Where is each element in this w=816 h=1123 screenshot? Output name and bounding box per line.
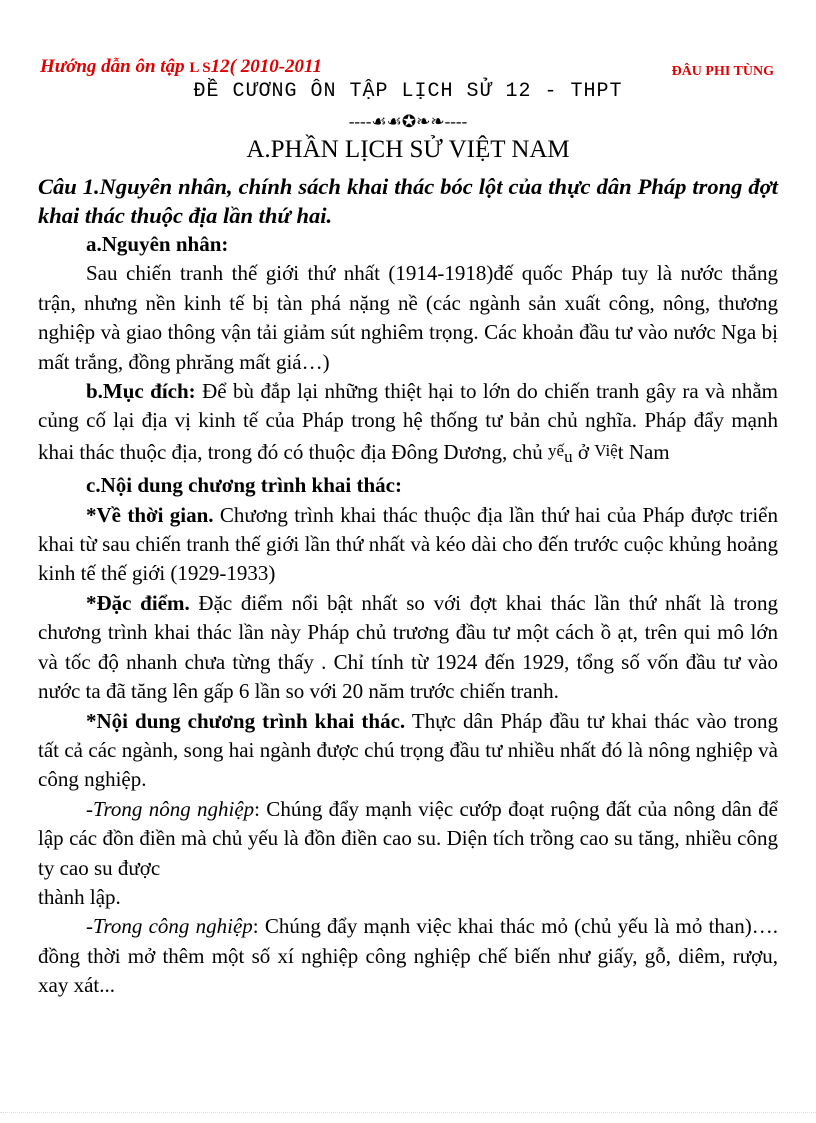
paragraph-b bbox=[38, 377, 778, 471]
page-title: ĐỀ CƯƠNG ÔN TẬP LỊCH SỬ 12 - THPT bbox=[193, 80, 623, 103]
header-subject-year: 12( 2010-2011 bbox=[210, 56, 322, 77]
paragraph-agriculture-cont: thành lập. bbox=[38, 884, 121, 909]
question-heading: Câu 1.Nguyên nhân, chính sách khai thác bóc lột của thực dân Pháp trong đợt khai thác thuộc địa lần thứ hai. bbox=[38, 174, 778, 228]
time-text: Chương trình khai thác thuộc địa lần thứ hai của Pháp được triển khai từ sau chiến tranh thế giới lần thứ nhất và kéo dài cho đến trước cuộc khủng hoảng kinh tế thế giới (1929-1933) bbox=[38, 502, 778, 586]
paragraph-b-t2: u bbox=[564, 446, 573, 466]
content-text: Thực dân Pháp đầu tư khai thác vào trong tất cả các ngành, song hai ngành được chú trọng đầu tư nhiều nhất đó là nông nghiệp và công nghiệp. bbox=[38, 708, 778, 792]
time-heading: *Về thời gian. bbox=[86, 502, 214, 527]
agriculture-label: -Trong nông nghiệp bbox=[86, 796, 255, 821]
heading-a: a.Nguyên nhân: bbox=[86, 232, 229, 256]
agriculture-text: : Chúng đẩy mạnh việc cướp đoạt ruộng đất của nông dân để lập các đồn điền mà chủ yếu là đồn điền cao su. Diện tích trồng cao su tăng, nhiều công ty cao su được bbox=[38, 796, 778, 880]
content-heading: *Nội dung chương trình khai thác. bbox=[86, 708, 406, 733]
header-subject bbox=[40, 56, 322, 78]
feature-heading: *Đặc điểm. bbox=[86, 590, 190, 615]
paragraph-b-t4: Việ bbox=[594, 440, 618, 460]
paragraph-b-t1: yế bbox=[548, 440, 565, 460]
paragraph-time bbox=[38, 501, 778, 589]
heading-b: b.Mục đích: bbox=[86, 379, 196, 404]
page-bottom-divider bbox=[0, 1112, 816, 1113]
paragraph-feature bbox=[38, 589, 778, 707]
header-subject-code: L S bbox=[189, 60, 211, 76]
paragraph-agriculture bbox=[38, 795, 778, 883]
header-subject-main: Hướng dẫn ôn tập bbox=[40, 56, 185, 77]
title-ornament: ----☙☙✪❧❧---- bbox=[348, 112, 468, 131]
feature-text: Đặc điểm nổi bật nhất so với đợt khai thác lần thứ nhất là trong chương trình khai thác lần này Pháp chủ trương đầu tư một cách ồ ạt, trên qui mô lớn và tốc độ nhanh chưa từng thấy . Chỉ tính từ 1924 đến 1929, tổng số vốn đầu tư vào nước ta đã tăng lên gấp 6 lần so với 20 năm trước chiến tranh. bbox=[38, 590, 778, 704]
paragraph-b-t5: t Nam bbox=[617, 439, 670, 464]
paragraph-b-t3: ở bbox=[572, 439, 595, 464]
paragraph-content bbox=[38, 707, 778, 795]
paragraph-b-text: Để bù đắp lại những thiệt hại to lớn do chiến tranh gây ra và nhằm củng cố lại địa vị kinh tế của Pháp trong hệ thống tư bản chủ nghĩa. Pháp đẩy mạnh khai thác thuộc địa, trong đó có thuộc địa Đông Dương, chủ bbox=[38, 379, 779, 464]
paragraph-a: Sau chiến tranh thế giới thứ nhất (1914-1918)đế quốc Pháp tuy là nước thắng trận, nhưng nền kinh tế bị tàn phá nặng nề (các ngành sản xuất công, nông, thương nghiệp và giao thông vận tải giảm sút nghiêm trọng. Các khoản đầu tư vào nước Nga bị mất trắng, đồng phrăng mất giá…) bbox=[38, 261, 778, 374]
industry-text: : Chúng đẩy mạnh việc khai thác mỏ (chủ yếu là mỏ than)…. đồng thời mở thêm một số xí nghiệp công nghiệp chế biến như giấy, gỗ, diêm, rượu, xay xát... bbox=[38, 914, 778, 998]
paragraph-industry bbox=[38, 912, 778, 1000]
document-body bbox=[38, 172, 778, 1001]
heading-c: c.Nội dung chương trình khai thác: bbox=[86, 473, 402, 498]
industry-label: -Trong công nghiệp bbox=[86, 914, 253, 939]
section-heading: A.PHẦN LỊCH SỬ VIỆT NAM bbox=[246, 136, 570, 163]
header-author: ĐÂU PHI TÙNG bbox=[671, 64, 774, 79]
